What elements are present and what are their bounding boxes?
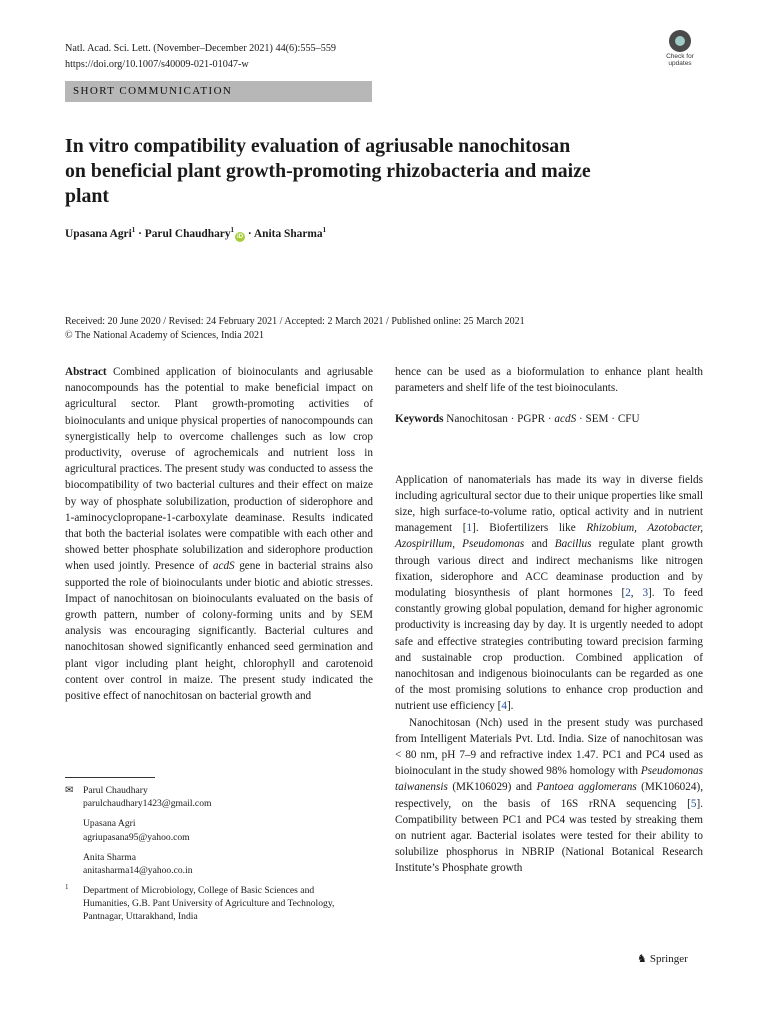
keywords-label: Keywords (395, 413, 444, 426)
contact-name: Anita Sharma (83, 851, 137, 863)
contact-entry (83, 784, 211, 810)
author-name[interactable]: Anita Sharma (253, 227, 323, 240)
correspondence-block (65, 784, 211, 884)
crossmark-icon (669, 30, 691, 52)
citation-link[interactable]: 1 (466, 522, 473, 535)
abstract-continued: hence can be used as a bioformulation to enhance plant health parameters and shelf life of the test bioinoculants. (395, 366, 703, 395)
contact-email[interactable]: agriupasana95@yahoo.com (83, 831, 190, 843)
affiliation-number: 1 (65, 883, 69, 891)
author-list (65, 226, 326, 242)
doi-link[interactable]: https://doi.org/10.1007/s40009-021-01047-w (65, 58, 249, 70)
publisher-name: Springer (649, 953, 688, 965)
affiliation-footnote (65, 884, 355, 924)
citation-link[interactable]: 4 (501, 700, 507, 713)
author-name[interactable]: Parul Chaudhary (144, 227, 231, 240)
abstract-label: Abstract (65, 366, 107, 378)
contact-entry (83, 817, 211, 843)
author-separator: · (245, 227, 254, 240)
footnote-divider (65, 777, 155, 778)
journal-line: Natl. Acad. Sci. Lett. (November–December 2021) 44(6):555–559 (65, 43, 337, 54)
orcid-icon[interactable]: iD (237, 233, 244, 240)
intro-paragraph-1: Application of nanomaterials has made its way in diverse fields including agricultural sector due to their unique properties like small size, high surface-to-volume ratio, optical activity and in nutrient management [1]. Biofertilizers like Rhizobium, Azotobacter, Azospirillum, Pseudomonas and Bacillus regulate plant growth through various direct and indirect mechanisms like nitrogen fixation, siderophore and ACC deaminase production and by modulating biosynthesis of plant hormones [2, 3]. To feed constantly growing global population, demand for higher agronomic productivity is increasing day by day. It is urgently needed to adopt safe and effective strategies contributing toward precision farming and sustainable crop production. Combined application of nanochitosan and indigenous bioinoculants can be regarded as one of the most promising solutions to enhance crop production and nutrient use efficiency [4]. (395, 473, 704, 713)
crossmark-label-2: updates (668, 60, 692, 67)
affiliation-marker: 1 (322, 226, 327, 234)
crossmark-label-1: Check for (666, 53, 694, 60)
contact-entry (83, 851, 211, 877)
abstract-text: Abstract Combined application of bioinoculants and agriusable nanocompounds has the potential to make beneficial impact on agricultural sector. Plant growth-promoting activities of bioinoculants and unique physical properties of nanocompounds can synergistically help to overcome challenges such as low crop productivity, overuse of agrochemicals and nutrient loss in agricultural practices. The present study was conducted to assess the biocompatibility of two bacterial cultures and their effect on maize by way of phosphate solubilization, production of siderophore and 1-aminocyclopropane-1-carboxylate deaminase. Results indicated that both the bacterial isolates were compatible with each other and showed better phosphate solubilization and siderophore production when used jointly. Presence of acdS gene in bacterial strains also supported the role of bioinoculants under biotic and abiotic stresses. Impact of nanochitosan on bioinoculants evaluated on the basis of growth pattern, number of colony-forming units and by SEM analysis was encouraging significantly. Bacterial cultures and nanochitosan showed significantly enhanced seed germination and plant vigor including plant height, chlorophyll and carotenoid content over control in maize. The present study indicated the positive effect of nanochitosan on bacterial growth and (65, 366, 373, 703)
affiliation-marker: 1 (230, 226, 235, 234)
citation-link[interactable]: 5 (690, 797, 697, 810)
contact-email[interactable]: parulchaudhary1423@gmail.com (83, 798, 212, 810)
right-column (395, 364, 703, 877)
abstract-column (65, 364, 373, 704)
contact-name: Parul Chaudhary (83, 785, 148, 796)
citation-link[interactable]: 2 (625, 587, 631, 600)
journal-citation (65, 41, 336, 72)
citation-link[interactable]: 3 (642, 587, 649, 600)
contact-name: Upasana Agri (83, 818, 136, 830)
affiliation-text: Department of Microbiology, College of Basic Sciences and Humanities, G.B. Pant University of Agriculture and Technology, Pantnagar, Uttarakhand, India (83, 885, 335, 923)
author-name[interactable]: Upasana Agri (65, 227, 132, 240)
affiliation-marker: 1 (131, 226, 136, 234)
springer-horse-icon: ♞ (637, 953, 647, 965)
intro-paragraph-2: Nanochitosan (Nch) used in the present study was purchased from Intelligent Materials Pvt. Ltd. India. Size of nanochitosan was < 80 nm, pH 7–9 and refractive index 1.47. PC1 and PC4 used as bioinoculant in the study showed 98% homology with Pseudomonas taiwanensis (MK106029) and Pantoea agglomerans (MK106024), respectively, on the basis of 16S rRNA sequencing [5]. Compatibility between PC1 and PC4 was tested by streaking them on nutrient agar. Bacterial isolates were tested for their ability to solubilize phosphorus in NBRIP (National Botanical Research Institute’s Phosphate growth (395, 716, 703, 875)
title-line-1: In vitro compatibility evaluation of agriusable nanochitosan (65, 135, 571, 157)
author-separator: · (135, 227, 145, 240)
publication-dates (65, 315, 525, 343)
article-title (65, 134, 685, 209)
envelope-icon: ✉ (65, 785, 74, 796)
keywords: Keywords Nanochitosan · PGPR · acdS · SEM · CFU (395, 413, 640, 426)
crossmark-badge[interactable] (661, 30, 699, 68)
title-line-2: on beneficial plant growth-promoting rhizobacteria and maize (65, 160, 591, 182)
title-line-3: plant (65, 185, 109, 207)
history-dates: Received: 20 June 2020 / Revised: 24 February 2021 / Accepted: 2 March 2021 / Published online: 25 March 2021 (65, 316, 525, 327)
contact-email[interactable]: anitasharma14@yahoo.co.in (83, 865, 193, 877)
copyright-line: © The National Academy of Sciences, India 2021 (65, 330, 265, 341)
publisher-logo (637, 952, 688, 965)
section-banner: SHORT COMMUNICATION (65, 81, 372, 102)
